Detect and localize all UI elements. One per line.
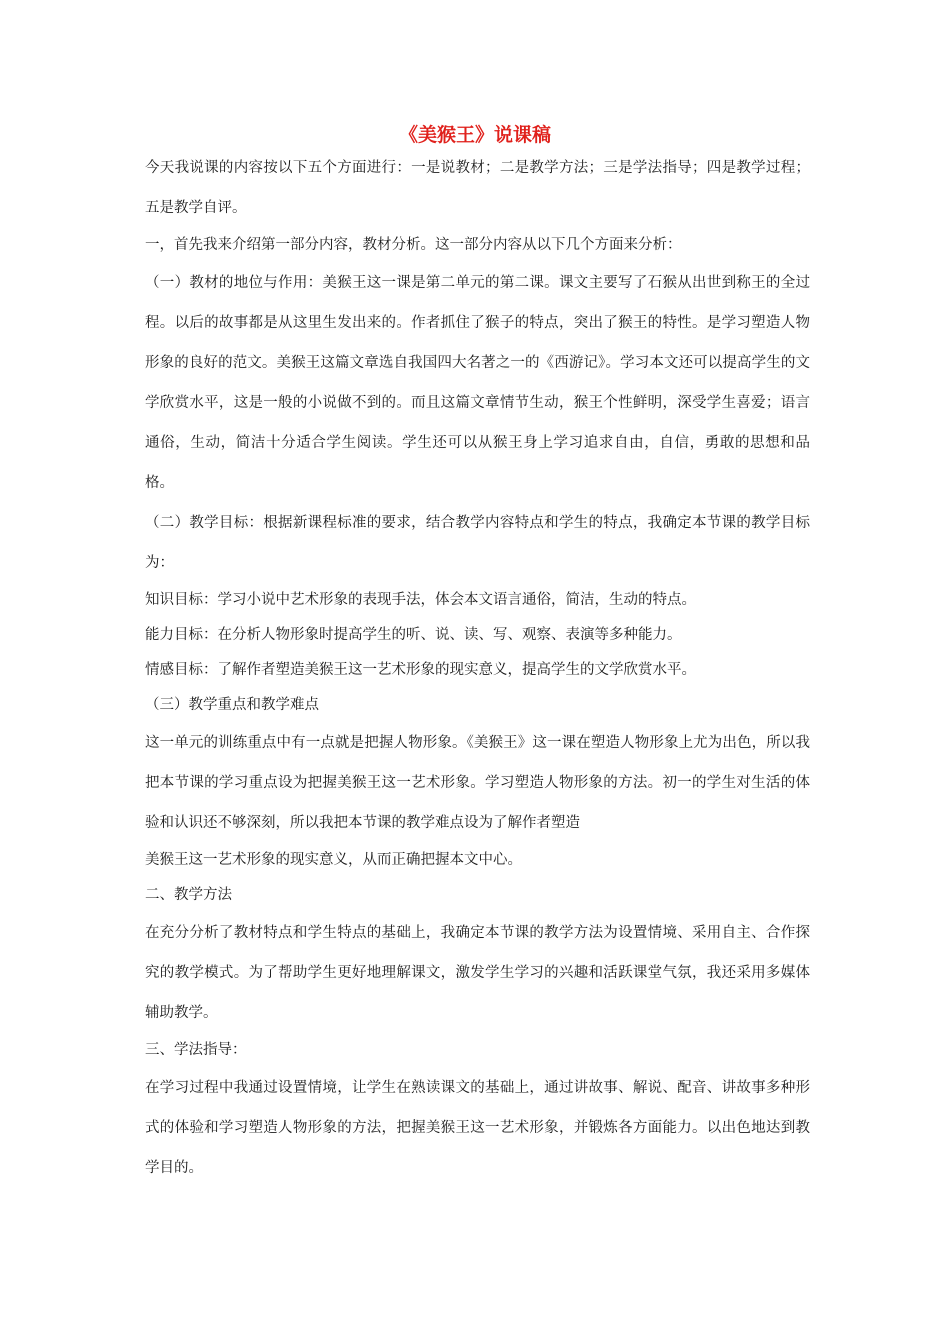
subheading-key-difficult-points: （三）教学重点和教学难点 (145, 697, 319, 713)
paragraph-ability-goal: 能力目标：在分析人物形象时提高学生的听、说、读、写、观察、表演等多种能力。 (145, 627, 682, 643)
section-heading-textbook-analysis: 一，首先我来介绍第一部分内容，教材分析。这一部分内容从以下几个方面来分析： (145, 237, 682, 253)
paragraph-teaching-method: 在充分分析了教材特点和学生特点的基础上，我确定本节课的教学方法为设置情境、采用自主、合作探究的教学模式。为了帮助学生更好地理解课文，激发学生学习的兴趣和活跃课堂气氛，我还采用多媒体辅助教学。 (145, 925, 810, 1021)
paragraph-learning-guidance: 在学习过程中我通过设置情境，让学生在熟读课文的基础上，通过讲故事、解说、配音、讲故事多种形式的体验和学习塑造人物形象的方法，把握美猴王这一艺术形象，并锻炼各方面能力。以出色地达到教学目的。 (145, 1080, 810, 1176)
section-heading-learning-guidance: 三、学法指导： (145, 1042, 247, 1058)
document-title: 《美猴王》说课稿 (398, 124, 551, 146)
paragraph-key-difficult-points: 这一单元的训练重点中有一点就是把握人物形象。《美猴王》这一课在塑造人物形象上尤为出色，所以我把本节课的学习重点设为把握美猴王这一艺术形象。学习塑造人物形象的方法。初一的学生对生活的体验和认识还不够深刻，所以我把本节课的教学难点设为了解作者塑造 (145, 735, 810, 831)
paragraph-knowledge-goal: 知识目标：学习小说中艺术形象的表现手法，体会本文语言通俗，简洁，生动的特点。 (145, 592, 696, 608)
paragraph-textbook-role: （一）教材的地位与作用：美猴王这一课是第二单元的第二课。课文主要写了石猴从出世到称王的全过程。以后的故事都是从这里生发出来的。作者抓住了猴子的特点，突出了猴王的特性。是学习塑造人物形象的良好的范文。美猴王这篇文章选自我国四大名著之一的《西游记》。学习本文还可以提高学生的文学欣赏水平，这是一般的小说做不到的。而且这篇文章情节生动，猴王个性鲜明，深受学生喜爱；语言通俗，生动，简洁十分适合学生阅读。学生还可以从猴王身上学习追求自由，自信，勇敢的思想和品格。 (145, 275, 810, 491)
section-heading-teaching-method: 二、教学方法 (145, 887, 232, 903)
paragraph-teaching-goals: （二）教学目标：根据新课程标准的要求，结合教学内容特点和学生的特点，我确定本节课的教学目标为： (145, 515, 810, 571)
paragraph-intro: 今天我说课的内容按以下五个方面进行：一是说教材；二是教学方法；三是学法指导；四是教学过程；五是教学自评。 (145, 160, 810, 216)
document-body (145, 148, 810, 1188)
paragraph-key-difficult-points-cont: 美猴王这一艺术形象的现实意义，从而正确把握本文中心。 (145, 852, 522, 868)
paragraph-emotion-goal: 情感目标：了解作者塑造美猴王这一艺术形象的现实意义，提高学生的文学欣赏水平。 (145, 662, 696, 678)
